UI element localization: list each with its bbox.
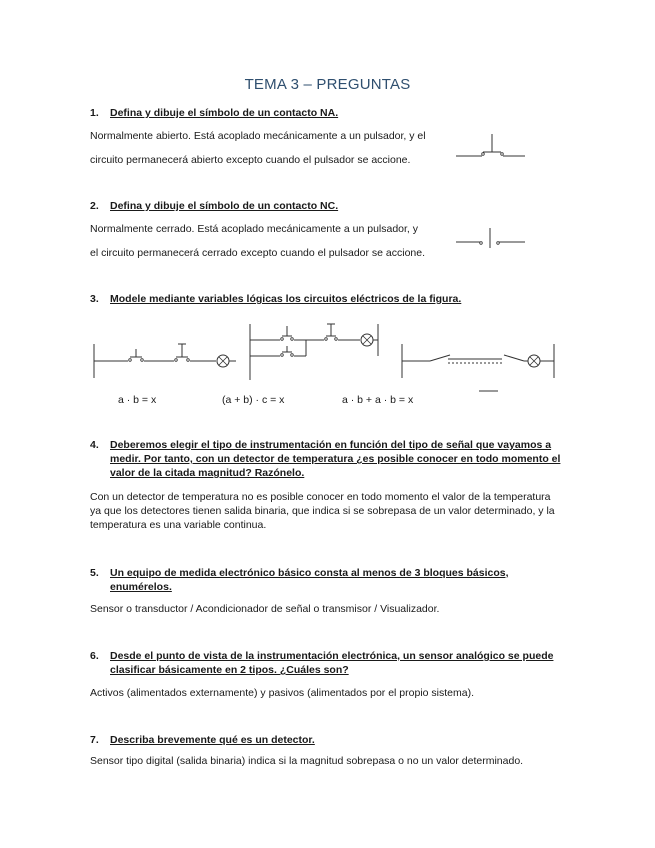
question-3 (90, 292, 570, 306)
circuit-two-way-switch (398, 338, 560, 388)
answer-4: Con un detector de temperatura no es posible conocer en todo momento el valor de la temperatura ya que los detectores tienen salida binaria, que indica si se sobrepasa de un valor determinado, y la temperatura es una variable continua. (90, 491, 555, 531)
circuit-parallel-series (244, 316, 389, 386)
question-text: Desde el punto de vista de la instrumentación electrónica, un sensor analógico se puede clasificar básicamente en 2 tipos. ¿Cuáles son? (110, 650, 554, 676)
answer-line: el circuito permanecerá cerrado excepto cuando el pulsador se accione. (90, 247, 426, 259)
question-number: 2. (90, 200, 99, 212)
question-1 (90, 106, 570, 120)
question-2 (90, 199, 570, 213)
answer-line: circuito permanecerá abierto excepto cuando el pulsador se accione. (90, 154, 411, 166)
negation-overbar (478, 389, 500, 393)
question-4 (90, 438, 570, 480)
answer-7: Sensor tipo digital (salida binaria) indica si la magnitud sobrepasa o no un valor determinado. (90, 755, 524, 767)
question-number: 3. (90, 293, 99, 305)
answer-line: Normalmente abierto. Está acoplado mecánicamente a un pulsador, y el (90, 130, 426, 142)
normally-open-contact-symbol (452, 128, 528, 162)
question-7 (90, 733, 570, 747)
question-number: 7. (90, 734, 99, 746)
question-number: 4. (90, 439, 99, 451)
question-text: Defina y dibuje el símbolo de un contacto NC. (110, 200, 339, 212)
normally-closed-contact-symbol (452, 224, 528, 254)
question-number: 1. (90, 107, 99, 119)
question-6 (90, 649, 570, 677)
answer-6: Activos (alimentados externamente) y pasivos (alimentados por el propio sistema). (90, 687, 475, 699)
answer-2 (90, 217, 425, 265)
answer-line: Normalmente cerrado. Está acoplado mecánicamente a un pulsador, y (90, 223, 419, 235)
question-text: Defina y dibuje el símbolo de un contacto NA. (110, 107, 339, 119)
question-text: Describa brevemente qué es un detector. (110, 734, 315, 746)
equation-2: (a + b) · c = x (222, 394, 285, 406)
question-5 (90, 566, 570, 594)
question-text: Deberemos elegir el tipo de instrumentación en función del tipo de señal que vayamos a medir. Por tanto, con un detector de temperatura ¿es posible conocer en todo momento el valor de la citada magnitud? Razónelo. (110, 439, 561, 479)
answer-1 (90, 124, 426, 172)
equation-3: a · b + a · b = x (342, 394, 414, 406)
question-number: 6. (90, 650, 99, 662)
question-number: 5. (90, 567, 99, 579)
question-text: Modele mediante variables lógicas los circuitos eléctricos de la figura. (110, 293, 462, 305)
page-title: TEMA 3 – PREGUNTAS (244, 76, 411, 93)
question-text: Un equipo de medida electrónico básico consta al menos de 3 bloques básicos, enumérelos. (110, 567, 509, 593)
equation-1: a · b = x (118, 394, 157, 406)
answer-5: Sensor o transductor / Acondicionador de señal o transmisor / Visualizador. (90, 603, 440, 615)
circuit-series-and (90, 336, 240, 386)
